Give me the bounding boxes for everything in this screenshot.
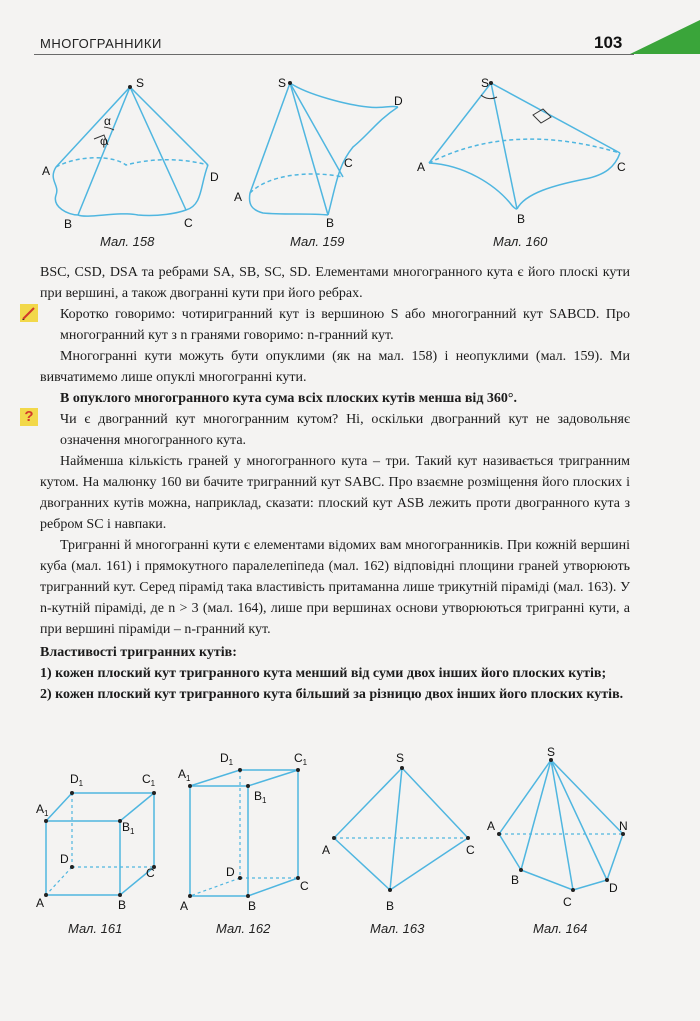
property-2: 2) кожен плоский кут тригранного кута більший за різницю двох інших його плоских кутів.: [40, 687, 624, 702]
label-C: C: [617, 160, 626, 174]
label-N: N: [619, 819, 628, 833]
label-B: B: [118, 898, 127, 912]
label-D1: $D_1$: [70, 772, 84, 788]
header-green-corner: [630, 20, 700, 60]
label-B: B: [511, 873, 520, 887]
paragraph-6: Найменша кількість граней у многогранного кута – три. Такий кут називається тригранним кутом. На малюнку 160 ви бачите тригранний кут SABC. Про взаємне розміщення його плоских і двогранних кутів можна, наприклад, сказати: плоский кут ASB лежить проти двогранного кута з ребром SC і навпаки.: [40, 454, 630, 532]
label-S: S: [547, 745, 556, 759]
label-C: C: [300, 879, 309, 893]
label-D: D: [210, 170, 219, 184]
page-number: 103: [594, 33, 623, 52]
label-A: A: [322, 843, 331, 857]
label-B: B: [248, 899, 257, 913]
figure-162: [176, 750, 316, 945]
label-A1: $A_1$: [36, 802, 49, 818]
paragraph-7: Тригранні й многогранні кути є елементами відомих вам многогранників. При кожній вершині куба (мал. 161) і прямокутного паралелепіпеда (мал. 162) відповідні площини граней утворюють тригранний кут. Серед пірамід така властивість притаманна лише трикутній піраміді (мал. 163). У n-кутній піраміді, де n > 3 (мал. 164), лише при вершинах основи утворюються тригранні кути, а при вершині піраміди – n-гранний кут.: [40, 538, 630, 637]
paragraph-5: Чи є двогранний кут многогранним кутом? Ні, оскільки двогранний кут не задовольняє означення многогранного кута.: [60, 412, 630, 448]
label-B: B: [64, 217, 73, 231]
label-C: C: [344, 156, 353, 170]
label-S: S: [278, 76, 287, 90]
figure-158: [38, 75, 228, 255]
paragraph-4-theorem: В опуклого многогранного кута сума всіх плоских кутів менша від 360°.: [60, 391, 517, 406]
label-A: A: [180, 899, 189, 913]
paragraph-3: Многогранні кути можуть бути опуклими (як на мал. 158) і неопуклими (мал. 159). Ми вивчатимемо лише опуклі многогранні кути.: [40, 349, 630, 385]
properties-title: Властивості тригранних кутів:: [40, 645, 237, 660]
paragraph-1: BSC, CSD, DSA та ребрами SA, SB, SC, SD. Елементами многогранного кута є його плоскі кути при вершині, а також двогранні кути при його ребрах.: [40, 265, 630, 301]
running-header-title: МНОГОГРАННИКИ: [40, 36, 162, 51]
label-C: C: [563, 895, 572, 909]
label-A: A: [487, 819, 496, 833]
paragraph-2: Коротко говоримо: чотиригранний кут із вершиною S або многогранний кут SABCD. Про многогранний кут з n гранями говоримо: n-гранний кут.: [60, 307, 630, 343]
body-text: [40, 262, 630, 705]
label-B1: $B_1$: [254, 789, 267, 805]
label-D: D: [226, 865, 235, 879]
label-S: S: [136, 76, 145, 90]
label-A1: $A_1$: [178, 767, 191, 783]
figure-160: [415, 75, 635, 255]
figure-163: [320, 750, 490, 945]
label-A: A: [36, 896, 45, 910]
label-C: C: [184, 216, 193, 230]
pencil-icon: [20, 304, 38, 322]
label-S: S: [396, 751, 405, 765]
caption-162: Мал. 162: [216, 921, 271, 936]
label-C1: $C_1$: [142, 772, 156, 788]
label-D: D: [609, 881, 618, 895]
label-S: S: [481, 76, 490, 90]
label-B: B: [326, 216, 335, 230]
figure-161: [32, 765, 167, 945]
figure-159: [228, 75, 418, 255]
caption-158: Мал. 158: [100, 234, 155, 249]
label-D: D: [60, 852, 69, 866]
label-A: A: [417, 160, 426, 174]
label-alpha: α: [104, 114, 111, 128]
label-A: A: [42, 164, 51, 178]
label-B1: $B_1$: [122, 820, 135, 836]
label-D: D: [394, 94, 403, 108]
label-D1: $D_1$: [220, 751, 234, 767]
label-A: A: [234, 190, 243, 204]
header-rule: [34, 54, 634, 55]
caption-161: Мал. 161: [68, 921, 123, 936]
caption-160: Мал. 160: [493, 234, 548, 249]
figure-164: [485, 745, 635, 945]
label-C: C: [466, 843, 475, 857]
label-C: C: [146, 866, 155, 880]
label-C1: $C_1$: [294, 751, 308, 767]
label-phi: φ: [100, 134, 108, 148]
label-B: B: [517, 212, 526, 226]
label-B: B: [386, 899, 395, 913]
question-icon: ?: [20, 408, 38, 426]
caption-164: Мал. 164: [533, 921, 588, 936]
caption-159: Мал. 159: [290, 234, 345, 249]
property-1: 1) кожен плоский кут тригранного кута менший від суми двох інших його плоских кутів;: [40, 666, 607, 681]
caption-163: Мал. 163: [370, 921, 425, 936]
